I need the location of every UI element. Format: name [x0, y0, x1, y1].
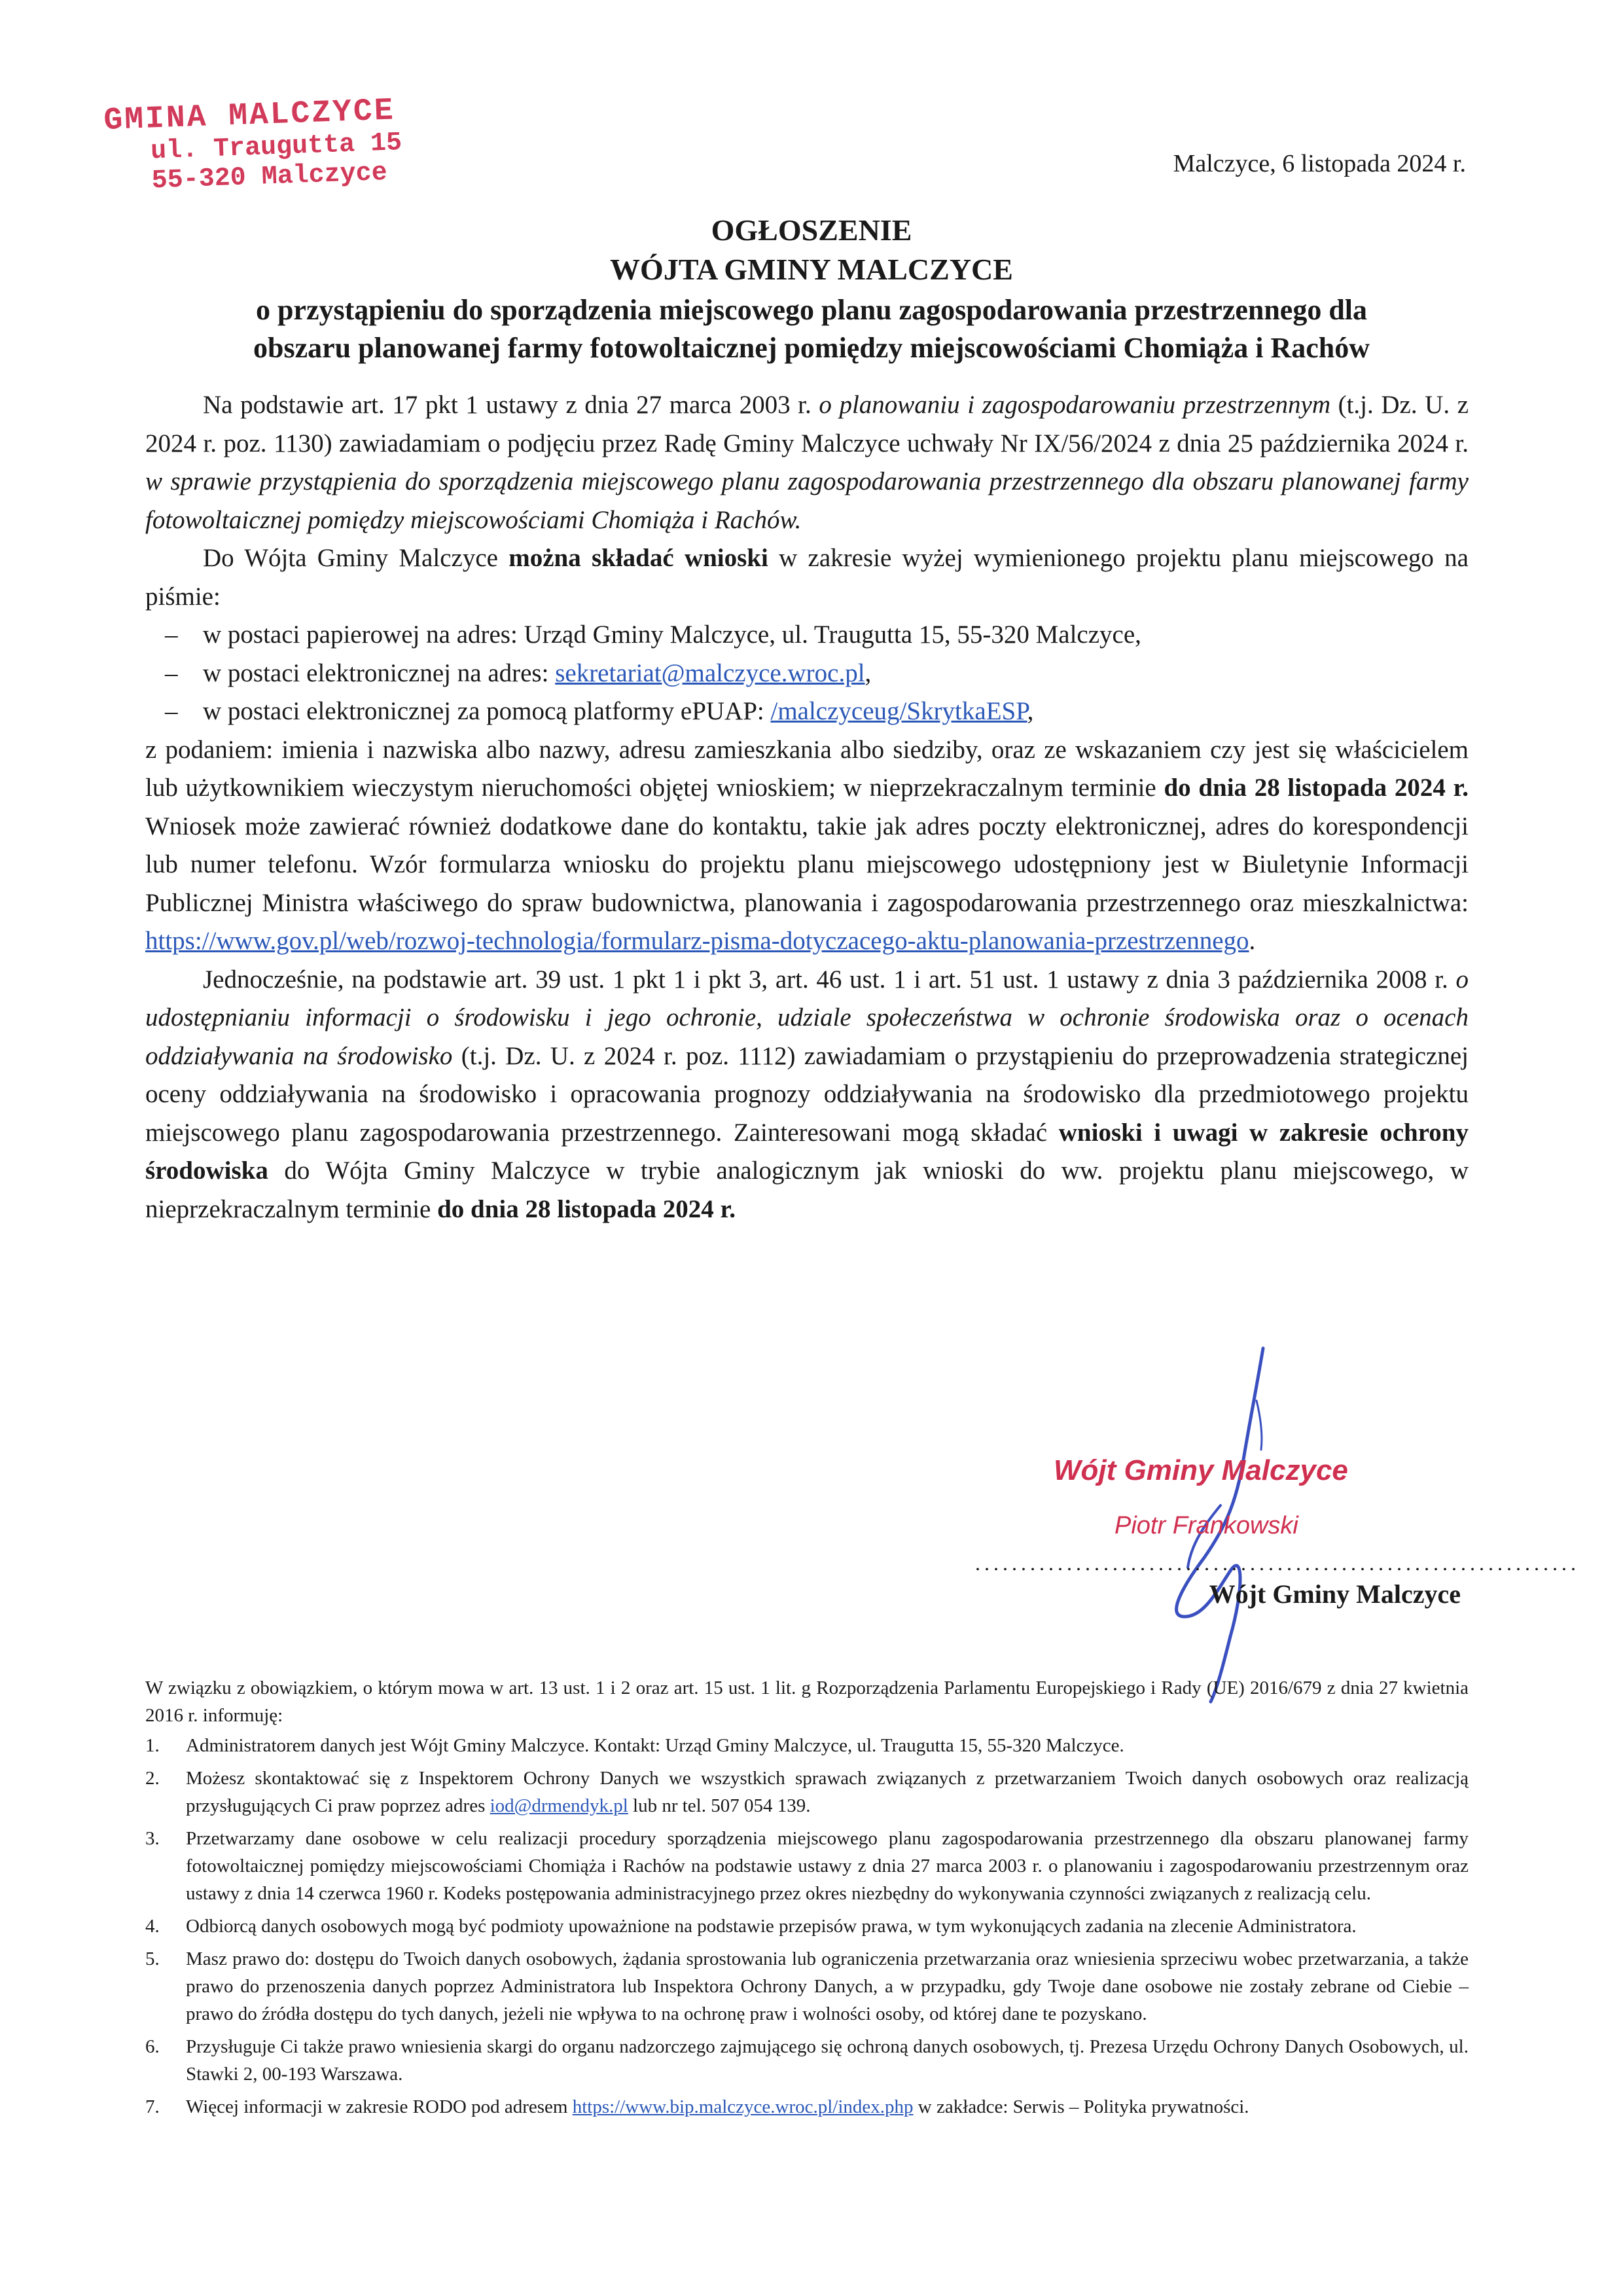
punctuation: , — [865, 658, 872, 687]
signature-stamp-office: Wójt Gminy Malczyce — [1054, 1454, 1348, 1486]
list-item — [145, 616, 1469, 655]
gdpr-notice — [145, 1674, 1469, 2126]
title-subject-line-2: obszaru planowanej farmy fotowoltaicznej pomiędzy miejscowościami Chomiąża i Rachów — [253, 332, 1370, 364]
paragraph-requirements — [145, 731, 1469, 961]
item-number: 7. — [145, 2096, 160, 2117]
dash-bullet: – — [165, 620, 178, 649]
list-item-text: Masz prawo do: dostępu do Twoich danych osobowych, żądania sprostowania lub ograniczenia przetwarzania oraz wniesienia sprzeciwu wobec przetwarzania, a także prawo do przenoszenia danych poprzez Administratora lub Inspektora Ochrony Danych, a w przypadku, gdy Twoje dane osobowe nie zostały zebrane od Ciebie – prawo do źródła dostępu do tych danych, jeżeli nie wpływa to na ochronę praw i wolności osoby, od której dane te pozyskano. — [186, 1948, 1469, 2024]
bip-link[interactable]: https://www.bip.malczyce.wroc.pl/index.php — [572, 2096, 914, 2117]
paragraph-submissions — [145, 539, 1469, 616]
title-issuer: WÓJTA GMINY MALCZYCE — [610, 253, 1013, 286]
stamp-line-3: 55-320 Malczyce — [151, 158, 388, 196]
list-item-text: w postaci elektronicznej za pomocą platformy ePUAP: — [203, 697, 771, 725]
office-stamp — [103, 93, 404, 198]
text-run: (t.j. Dz. U. z 2024 r. poz. 1112) zawiadamiam o przystąpieniu do przeprowadzenia strategicznej oceny oddziaływania na środowisko i opracowania prognozy oddziaływania na środowisko dla przedmiotowego projektu miejscowego planu zagospodarowania przestrzennego. Zainteresowani mogą składać — [145, 1041, 1469, 1147]
signature-line: .................................................................. — [975, 1551, 1580, 1575]
submission-methods-list — [145, 616, 1469, 731]
text-run: do Wójta Gminy Malczyce w trybie analogicznym jak wnioski do ww. projektu planu miejscowego, w nieprzekraczalnym terminie — [145, 1157, 1469, 1223]
act-title: o planowaniu i zagospodarowaniu przestrzennym — [819, 391, 1331, 419]
list-item — [145, 1732, 1469, 1759]
text-run: Na podstawie art. 17 pkt 1 ustawy z dnia 27 marca 2003 r. — [203, 391, 819, 419]
list-item-text: Odbiorcą danych osobowych mogą być podmioty upoważnione na podstawie przepisów prawa, w tym wykonujących zadania na zlecenie Administratora. — [186, 1916, 1357, 1937]
dash-bullet: – — [165, 697, 178, 725]
signature-stamp-name: Piotr Frankowski — [1115, 1512, 1298, 1539]
announcement-body — [145, 386, 1469, 1229]
act-title: o udostępnianiu informacji o środowisku i jego ochronie, udziale społeczeństwa w ochronie środowiska oraz o ocenach oddziaływania na środowisko — [145, 965, 1469, 1070]
list-item-text: Więcej informacji w zakresie RODO pod adresem — [186, 2096, 573, 2117]
text-run: z podaniem: imienia i nazwiska albo nazwy, adresu zamieszkania albo siedziby, oraz ze wskazaniem czy jest się właścicielem lub użytkownikiem wieczystym nieruchomości objętej wnioskiem; w nieprzekraczalnym terminie — [145, 735, 1469, 802]
form-link[interactable]: https://www.gov.pl/web/rozwoj-technologia/formularz-pisma-dotyczacego-aktu-planowania-przestrzennego — [145, 927, 1249, 955]
stamp-line-2: ul. Traugutta 15 — [150, 128, 402, 167]
emphasis: wnioski i uwagi w zakresie ochrony środowiska — [145, 1118, 1469, 1185]
list-item-text: Administratorem danych jest Wójt Gminy Malczyce. Kontakt: Urząd Gminy Malczyce, ul. Traugutta 15, 55-320 Malczyce. — [186, 1735, 1124, 1756]
item-number: 5. — [145, 1948, 160, 1969]
list-item — [145, 1825, 1469, 1907]
email-link[interactable]: sekretariat@malczyce.wroc.pl — [555, 658, 865, 687]
iod-email-link[interactable]: iod@drmendyk.pl — [490, 1795, 628, 1816]
stamp-line-1: GMINA MALCZYCE — [103, 93, 396, 139]
epuap-link[interactable]: /malczyceug/SkrytkaESP — [770, 697, 1027, 725]
item-number: 3. — [145, 1828, 160, 1849]
title-subject-line-1: o przystąpieniu do sporządzenia miejscowego planu zagospodarowania przestrzennego dla — [255, 294, 1368, 326]
text-run: Do Wójta Gminy Malczyce — [203, 544, 509, 572]
list-item — [145, 2033, 1469, 2088]
item-number: 6. — [145, 2036, 160, 2057]
document-date: Malczyce, 6 listopada 2024 r. — [1173, 150, 1466, 177]
paragraph-environmental — [145, 961, 1469, 1229]
list-item-text: w postaci papierowej na adres: Urząd Gminy Malczyce, ul. Traugutta 15, 55-320 Malczyce, — [203, 620, 1141, 649]
resolution-title: w sprawie przystąpienia do sporządzenia miejscowego planu zagospodarowania przestrzennego dla obszaru planowanej farmy fotowoltaicznej pomiędzy miejscowościami Chomiąża i Rachów. — [145, 467, 1469, 534]
emphasis: można składać wnioski — [508, 544, 768, 572]
punctuation: . — [1249, 927, 1256, 955]
list-item — [145, 1765, 1469, 1820]
gdpr-list — [145, 1732, 1469, 2121]
list-item-text: Przetwarzamy dane osobowe w celu realizacji procedury sporządzenia miejscowego planu zagospodarowania przestrzennego dla obszaru planowanej farmy fotowoltaicznej pomiędzy miejscowościami Chomiąża i Rachów na podstawie ustawy z dnia 27 marca 2003 r. o planowaniu i zagospodarowaniu przestrzennym oraz ustawy z dnia 14 czerwca 1960 r. Kodeks postępowania administracyjnego przez okres niezbędny do wykonywania czynności związanych z realizacją celu. — [186, 1828, 1469, 1904]
punctuation: , — [1027, 697, 1034, 725]
item-number: 1. — [145, 1735, 160, 1756]
list-item-text: Możesz skontaktować się z Inspektorem Ochrony Danych we wszystkich sprawach związanych z przetwarzaniem Twoich danych osobowych oraz realizacją przysługujących Ci praw poprzez adres — [186, 1768, 1469, 1816]
list-item-text: lub nr tel. 507 054 139. — [628, 1795, 811, 1816]
text-run: Jednocześnie, na podstawie art. 39 ust. 1 pkt 1 i pkt 3, art. 46 ust. 1 i art. 51 ust. 1 ustawy z dnia 3 października 2008 r. — [203, 965, 1456, 994]
list-item — [145, 1912, 1469, 1940]
text-run: Wniosek może zawierać również dodatkowe dane do kontaktu, takie jak adres poczty elektronicznej, adres do korespondencji lub numer telefonu. Wzór formularza wniosku do projektu planu miejscowego udostępniony jest w Biuletynie Informacji Publicznej Ministra właściwego do spraw budownictwa, planowania i zagospodarowania przestrzennego oraz mieszkalnictwa: — [145, 812, 1469, 917]
paragraph-legal-basis — [145, 386, 1469, 539]
signature-block — [969, 1440, 1580, 1649]
list-item — [145, 2093, 1469, 2121]
gdpr-intro: W związku z obowiązkiem, o którym mowa w art. 13 ust. 1 i 2 oraz art. 15 ust. 1 lit. g Rozporządzenia Parlamentu Europejskiego i Rady (UE) 2016/679 z dnia 27 kwietnia 2016 r. informuję: — [145, 1677, 1469, 1726]
item-number: 2. — [145, 1768, 160, 1789]
dash-bullet: – — [165, 658, 178, 687]
deadline: do dnia 28 listopada 2024 r. — [437, 1194, 736, 1223]
list-item-text: w zakładce: Serwis – Polityka prywatności. — [913, 2096, 1249, 2117]
list-item — [145, 692, 1469, 731]
list-item-text: w postaci elektronicznej na adres: — [203, 658, 556, 687]
list-item — [145, 1945, 1469, 2028]
text-run: (t.j. Dz. U. z 2024 r. poz. 1130) zawiadamiam o podjęciu przez Radę Gminy Malczyce uchwały Nr IX/56/2024 z dnia 25 października 2024 r. — [145, 391, 1469, 457]
signatory-role: Wójt Gminy Malczyce — [1209, 1579, 1461, 1609]
deadline: do dnia 28 listopada 2024 r. — [1164, 774, 1469, 802]
title-announcement: OGŁOSZENIE — [711, 213, 912, 247]
text-run: w zakresie wyżej wymienionego projektu planu miejscowego na piśmie: — [145, 544, 1469, 611]
list-item — [145, 655, 1469, 693]
list-item-text: Przysługuje Ci także prawo wniesienia skargi do organu nadzorczego zajmującego się ochroną danych osobowych, tj. Prezesa Urzędu Ochrony Danych Osobowych, ul. Stawki 2, 00-193 Warszawa. — [186, 2036, 1469, 2085]
item-number: 4. — [145, 1916, 160, 1937]
